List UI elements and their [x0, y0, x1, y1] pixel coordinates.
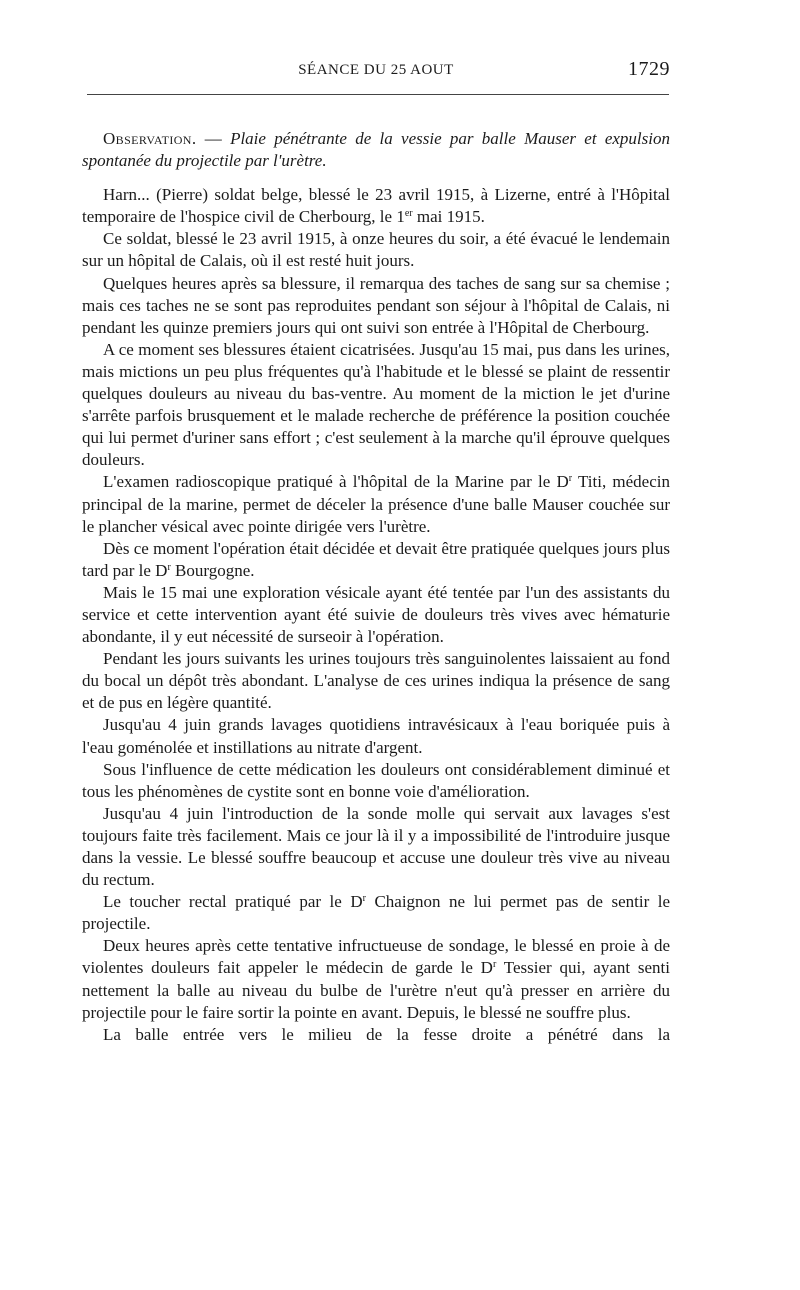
header-rule — [87, 94, 669, 95]
paragraph-text: La balle entrée vers le milieu de la fesse droite a pénétré dans la — [103, 1024, 670, 1044]
paragraph — [82, 339, 670, 472]
paragraph — [82, 471, 670, 537]
observation-dash: — — [196, 129, 231, 148]
superscript: r — [492, 959, 497, 971]
running-title: SÉANCE DU 25 AOUT — [298, 62, 454, 78]
page-number: 1729 — [628, 58, 670, 80]
paragraph — [82, 184, 670, 228]
paragraph-text: L'examen radioscopique pratiqué à l'hôpital de la Marine par le D — [103, 472, 569, 492]
paragraph-text: Jusqu'au 4 juin l'introduction de la sonde molle qui servait aux lavages s'est toujours faite très facilement. Mais ce jour là il y a impossibilité de l'introduire jusque dans la vessie. Le blessé souffre beaucoup et accuse une douleur très vive au niveau du rectum. — [82, 803, 670, 890]
paragraph — [82, 935, 670, 1023]
paragraph — [82, 803, 670, 891]
paragraph-text-cont: Chaignon ne lui permet pas de sentir le projectile. — [82, 892, 670, 934]
paragraph-text: Le toucher rectal pratiqué par le D — [103, 892, 363, 912]
paragraph-text: Dès ce moment l'opération était décidée et devait être pratiquée quelques jours plus tard par le D — [82, 538, 670, 580]
paragraph-text: Ce soldat, blessé le 23 avril 1915, à onze heures du soir, a été évacué le lendemain sur un hôpital de Calais, où il est resté huit jours. — [82, 229, 670, 271]
paragraph — [82, 759, 670, 803]
observation-label: Observation. — [103, 129, 197, 148]
paragraph-text-cont: Bourgogne. — [170, 560, 255, 580]
paragraph — [82, 582, 670, 648]
paragraph-text-cont: Titi, médecin principal de la marine, permet de déceler la présence d'une balle Mauser couchée sur le plancher vésical avec pointe dirigée vers l'urètre. — [82, 472, 670, 536]
paragraph — [82, 228, 670, 272]
observation-title: Plaie pénétrante de la vessie par balle Mauser et expulsion spontanée du projectile par l'urètre. — [82, 129, 670, 171]
paragraph — [82, 714, 670, 758]
paragraph-text-cont: Tessier qui, ayant senti nettement la balle au niveau du bulbe de l'urètre n'eut qu'à presser en arrière du projectile pour le faire sortir la pointe en avant. Depuis, le blessé ne souffre plus. — [82, 958, 670, 1022]
paragraph-text: A ce moment ses blessures étaient cicatrisées. Jusqu'au 15 mai, pus dans les urines, mais mictions un peu plus fréquentes qu'à l'habitude et le blessé se plaint de ressentir quelques douleurs au niveau du bas-ventre. Au moment de la miction le jet d'urine s'arrête parfois brusquement et le malade recherche de préférence la position couchée qui lui permet d'uriner sans effort ; c'est seulement à la marche qu'il éprouve quelques douleurs. — [82, 339, 670, 470]
body-text — [82, 128, 670, 1046]
paragraph — [82, 538, 670, 582]
paragraph — [82, 273, 670, 339]
paragraph — [82, 891, 670, 935]
paragraph-text-cont: mai 1915. — [412, 207, 485, 227]
paragraph-text: Jusqu'au 4 juin grands lavages quotidiens intravésicaux à l'eau boriquée puis à l'eau goménolée et instillations au nitrate d'argent. — [82, 715, 670, 757]
paragraph-last-line — [82, 1024, 670, 1046]
paragraph-text: Mais le 15 mai une exploration vésicale ayant été tentée par l'un des assistants du service et cette intervention ayant été suivie de douleurs très vives avec hématurie abondante, il y eut nécessité de surseoir à l'opération. — [82, 582, 670, 647]
paragraph-text: Sous l'influence de cette médication les douleurs ont considérablement diminué et tous les phénomènes de cystite sont en bonne voie d'amélioration. — [82, 759, 670, 801]
superscript: er — [404, 208, 413, 220]
paragraph-text: Pendant les jours suivants les urines toujours très sanguinolentes laissaient au fond du bocal un dépôt très abondant. L'analyse de ces urines indiqua la présence de sang et de pus en légère quantité. — [82, 649, 670, 713]
observation-heading — [82, 128, 670, 172]
superscript: r — [362, 893, 366, 905]
paragraph — [82, 648, 670, 714]
paragraph-text: Quelques heures après sa blessure, il remarqua des taches de sang sur sa chemise ; mais ces taches ne se sont pas reproduites pendant son séjour à l'hôpital de Calais, ni pendant les quinze premiers jours qui ont suivi son entrée à l'Hôpital de Cherbourg. — [82, 273, 670, 337]
paragraph-text: Deux heures après cette tentative infructueuse de sondage, le blessé en proie à de violentes douleurs fait appeler le médecin de garde le D — [82, 936, 670, 978]
superscript: r — [568, 473, 573, 485]
running-head — [82, 58, 670, 84]
superscript: r — [167, 561, 171, 573]
paragraph-text: Harn... (Pierre) soldat belge, blessé le 23 avril 1915, à Lizerne, entré à l'Hôpital temporaire de l'hospice civil de Cherbourg, le 1 — [82, 185, 670, 227]
